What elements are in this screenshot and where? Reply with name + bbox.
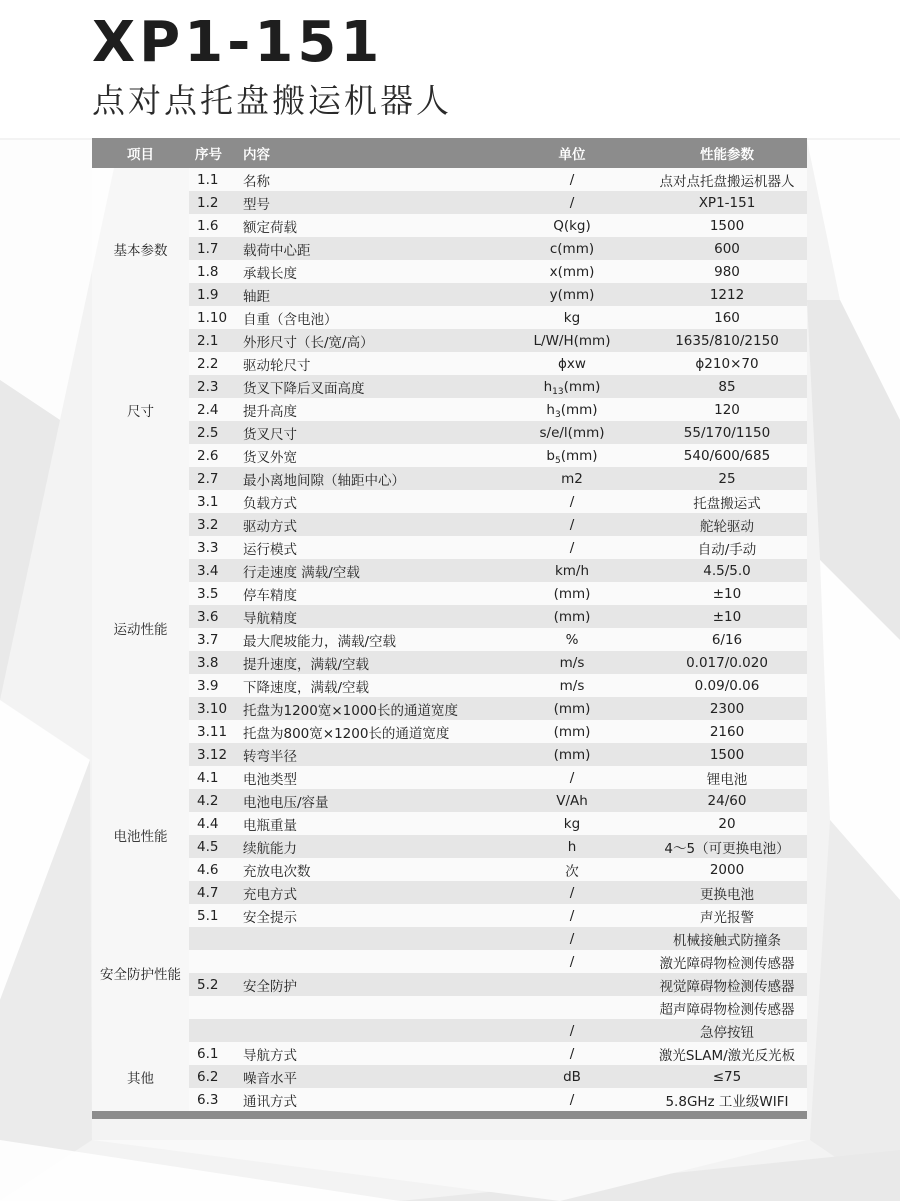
table-row (92, 1088, 807, 1111)
row-unit: / (497, 536, 647, 559)
row-unit: / (497, 950, 647, 973)
row-value: 5.8GHz 工业级WIFI (647, 1088, 807, 1111)
category-cell: 尺寸 (92, 329, 189, 490)
spec-table-body (92, 168, 807, 1111)
row-unit (497, 973, 647, 996)
table-row (92, 375, 807, 398)
row-item: 导航方式 (237, 1042, 497, 1065)
row-number: 3.7 (189, 628, 237, 651)
row-unit: m2 (497, 467, 647, 490)
row-unit (497, 375, 647, 398)
table-row (92, 743, 807, 766)
row-item (237, 996, 497, 1019)
table-row (92, 697, 807, 720)
row-unit: x(mm) (497, 260, 647, 283)
table-row (92, 444, 807, 467)
table-row (92, 237, 807, 260)
row-item: 运行模式 (237, 536, 497, 559)
row-number: 4.6 (189, 858, 237, 881)
row-value: 自动/手动 (647, 536, 807, 559)
table-row (92, 513, 807, 536)
row-unit (497, 444, 647, 467)
table-row (92, 260, 807, 283)
row-value: 点对点托盘搬运机器人 (647, 168, 807, 191)
row-value: 更换电池 (647, 881, 807, 904)
table-row (92, 628, 807, 651)
row-value: 4.5/5.0 (647, 559, 807, 582)
row-value: ±10 (647, 605, 807, 628)
row-unit: / (497, 766, 647, 789)
row-number (189, 996, 237, 1019)
row-value: ϕ210×70 (647, 352, 807, 375)
row-item: 安全防护 (237, 973, 497, 996)
row-number: 2.2 (189, 352, 237, 375)
row-value: ±10 (647, 582, 807, 605)
table-row (92, 835, 807, 858)
row-number (189, 927, 237, 950)
table-row (92, 973, 807, 996)
table-row (92, 214, 807, 237)
row-number: 1.7 (189, 237, 237, 260)
table-row (92, 605, 807, 628)
row-unit: / (497, 513, 647, 536)
row-number: 1.8 (189, 260, 237, 283)
row-item: 托盘为1200宽×1000长的通道宽度 (237, 697, 497, 720)
row-item (237, 950, 497, 973)
row-number: 3.12 (189, 743, 237, 766)
row-unit: / (497, 1019, 647, 1042)
row-unit: (mm) (497, 743, 647, 766)
row-item: 负载方式 (237, 490, 497, 513)
row-number: 3.4 (189, 559, 237, 582)
row-number: 3.3 (189, 536, 237, 559)
row-item: 型号 (237, 191, 497, 214)
table-row (92, 950, 807, 973)
row-item: 最大爬坡能力，满载/空载 (237, 628, 497, 651)
row-value: 25 (647, 467, 807, 490)
header-value: 性能参数 (647, 138, 807, 168)
table-row (92, 329, 807, 352)
row-value: 1635/810/2150 (647, 329, 807, 352)
row-item: 驱动方式 (237, 513, 497, 536)
row-value: 声光报警 (647, 904, 807, 927)
row-number: 6.2 (189, 1065, 237, 1088)
row-number: 4.2 (189, 789, 237, 812)
row-value: 540/600/685 (647, 444, 807, 467)
row-item: 轴距 (237, 283, 497, 306)
row-item: 转弯半径 (237, 743, 497, 766)
header-category: 项目 (92, 138, 189, 168)
row-number: 2.4 (189, 398, 237, 421)
category-cell: 其他 (92, 1042, 189, 1111)
row-number: 1.6 (189, 214, 237, 237)
row-number: 2.1 (189, 329, 237, 352)
page-header (0, 0, 900, 138)
row-value: 600 (647, 237, 807, 260)
table-row (92, 812, 807, 835)
spec-table-container (92, 138, 807, 1119)
row-item: 自重（含电池） (237, 306, 497, 329)
row-item: 电池类型 (237, 766, 497, 789)
spec-table (92, 138, 807, 1111)
row-value: 160 (647, 306, 807, 329)
header-item: 内容 (237, 138, 497, 168)
row-number (189, 1019, 237, 1042)
row-unit: V/Ah (497, 789, 647, 812)
row-unit: / (497, 1042, 647, 1065)
row-value: 85 (647, 375, 807, 398)
table-row (92, 720, 807, 743)
table-row (92, 559, 807, 582)
row-unit: L/W/H(mm) (497, 329, 647, 352)
row-value: 2000 (647, 858, 807, 881)
row-item: 充电方式 (237, 881, 497, 904)
row-item: 电瓶重量 (237, 812, 497, 835)
row-item: 名称 (237, 168, 497, 191)
row-unit (497, 996, 647, 1019)
row-unit: / (497, 490, 647, 513)
table-row (92, 168, 807, 191)
row-item: 外形尺寸（长/宽/高） (237, 329, 497, 352)
row-unit: 次 (497, 858, 647, 881)
product-subtitle: 点对点托盘搬运机器人 (92, 81, 452, 120)
row-unit: h (497, 835, 647, 858)
row-item: 停车精度 (237, 582, 497, 605)
row-unit: kg (497, 306, 647, 329)
row-value: 0.09/0.06 (647, 674, 807, 697)
header-unit: 单位 (497, 138, 647, 168)
row-unit: m/s (497, 674, 647, 697)
table-row (92, 283, 807, 306)
row-number: 3.6 (189, 605, 237, 628)
table-row (92, 858, 807, 881)
row-number: 4.1 (189, 766, 237, 789)
row-unit: c(mm) (497, 237, 647, 260)
row-number: 2.6 (189, 444, 237, 467)
row-item: 货叉下降后叉面高度 (237, 375, 497, 398)
row-unit: y(mm) (497, 283, 647, 306)
row-item: 承载长度 (237, 260, 497, 283)
table-row (92, 1042, 807, 1065)
row-unit: km/h (497, 559, 647, 582)
row-unit: s/e/l(mm) (497, 421, 647, 444)
row-item: 通讯方式 (237, 1088, 497, 1111)
row-value: 激光SLAM/激光反光板 (647, 1042, 807, 1065)
category-cell: 电池性能 (92, 766, 189, 904)
unit-subscript: 5 (555, 455, 561, 466)
row-unit: / (497, 191, 647, 214)
unit-tail: (mm) (560, 401, 598, 418)
row-item: 额定荷载 (237, 214, 497, 237)
unit-symbol: h (546, 401, 555, 418)
row-number: 3.11 (189, 720, 237, 743)
row-item: 续航能力 (237, 835, 497, 858)
unit-symbol: b (546, 447, 555, 464)
row-number: 4.4 (189, 812, 237, 835)
row-number: 6.1 (189, 1042, 237, 1065)
row-number: 4.7 (189, 881, 237, 904)
row-number: 6.3 (189, 1088, 237, 1111)
table-row (92, 766, 807, 789)
row-value: 0.017/0.020 (647, 651, 807, 674)
row-number: 1.1 (189, 168, 237, 191)
table-row (92, 398, 807, 421)
model-title: XP1-151 (92, 10, 384, 75)
row-unit: kg (497, 812, 647, 835)
row-item: 最小离地间隙（轴距中心） (237, 467, 497, 490)
row-unit: Q(kg) (497, 214, 647, 237)
category-cell: 安全防护性能 (92, 904, 189, 1042)
table-row (92, 904, 807, 927)
row-unit: % (497, 628, 647, 651)
row-item: 货叉尺寸 (237, 421, 497, 444)
row-value: 55/170/1150 (647, 421, 807, 444)
row-item: 充放电次数 (237, 858, 497, 881)
row-item: 下降速度，满载/空载 (237, 674, 497, 697)
row-value: 4～5（可更换电池） (647, 835, 807, 858)
row-unit: / (497, 881, 647, 904)
header-no: 序号 (189, 138, 237, 168)
row-unit: ϕxw (497, 352, 647, 375)
row-value: 超声障碍物检测传感器 (647, 996, 807, 1019)
unit-subscript: 13 (552, 386, 564, 397)
row-value: 980 (647, 260, 807, 283)
row-item: 托盘为800宽×1200长的通道宽度 (237, 720, 497, 743)
row-unit: / (497, 927, 647, 950)
row-value: 120 (647, 398, 807, 421)
table-row (92, 490, 807, 513)
unit-symbol: h (543, 378, 553, 395)
row-number: 3.5 (189, 582, 237, 605)
row-unit: m/s (497, 651, 647, 674)
table-row (92, 1065, 807, 1088)
row-unit: (mm) (497, 605, 647, 628)
row-number: 5.1 (189, 904, 237, 927)
row-unit: (mm) (497, 697, 647, 720)
row-value: 舵轮驱动 (647, 513, 807, 536)
row-item (237, 927, 497, 950)
category-cell: 基本参数 (92, 168, 189, 329)
category-cell: 运动性能 (92, 490, 189, 766)
row-number: 5.2 (189, 973, 237, 996)
row-unit: / (497, 168, 647, 191)
row-number: 1.2 (189, 191, 237, 214)
row-item: 提升高度 (237, 398, 497, 421)
table-row (92, 191, 807, 214)
row-number: 1.10 (189, 306, 237, 329)
row-number: 3.2 (189, 513, 237, 536)
row-number: 3.8 (189, 651, 237, 674)
row-value: 2160 (647, 720, 807, 743)
row-item: 提升速度，满载/空载 (237, 651, 497, 674)
table-row (92, 306, 807, 329)
row-unit: / (497, 1088, 647, 1111)
table-row (92, 927, 807, 950)
table-header-row (92, 138, 807, 168)
row-number: 3.10 (189, 697, 237, 720)
table-row (92, 421, 807, 444)
table-row (92, 467, 807, 490)
table-row (92, 352, 807, 375)
row-value: 急停按钮 (647, 1019, 807, 1042)
row-item: 行走速度 满载/空载 (237, 559, 497, 582)
table-row (92, 582, 807, 605)
table-row (92, 881, 807, 904)
row-unit: (mm) (497, 720, 647, 743)
table-row (92, 1019, 807, 1042)
row-item: 安全提示 (237, 904, 497, 927)
row-number: 2.5 (189, 421, 237, 444)
row-value: 锂电池 (647, 766, 807, 789)
row-item: 导航精度 (237, 605, 497, 628)
unit-tail: (mm) (563, 378, 601, 395)
row-value: 机械接触式防撞条 (647, 927, 807, 950)
table-row (92, 536, 807, 559)
row-number: 2.3 (189, 375, 237, 398)
row-number: 2.7 (189, 467, 237, 490)
table-row (92, 996, 807, 1019)
row-value: 1500 (647, 214, 807, 237)
row-value: 托盘搬运式 (647, 490, 807, 513)
table-row (92, 651, 807, 674)
row-number (189, 950, 237, 973)
row-value: 1500 (647, 743, 807, 766)
row-unit: dB (497, 1065, 647, 1088)
row-unit: (mm) (497, 582, 647, 605)
row-value: 视觉障碍物检测传感器 (647, 973, 807, 996)
row-value: XP1-151 (647, 191, 807, 214)
row-value: 24/60 (647, 789, 807, 812)
table-row (92, 789, 807, 812)
row-value: 6/16 (647, 628, 807, 651)
row-unit (497, 398, 647, 421)
row-number: 3.1 (189, 490, 237, 513)
row-item: 电池电压/容量 (237, 789, 497, 812)
table-row (92, 674, 807, 697)
row-unit: / (497, 904, 647, 927)
row-item: 驱动轮尺寸 (237, 352, 497, 375)
row-item (237, 1019, 497, 1042)
row-value: 20 (647, 812, 807, 835)
row-number: 1.9 (189, 283, 237, 306)
unit-tail: (mm) (560, 447, 598, 464)
row-value: 2300 (647, 697, 807, 720)
row-value: 1212 (647, 283, 807, 306)
row-item: 载荷中心距 (237, 237, 497, 260)
row-value: 激光障碍物检测传感器 (647, 950, 807, 973)
row-value: ≤75 (647, 1065, 807, 1088)
row-item: 货叉外宽 (237, 444, 497, 467)
unit-subscript: 3 (554, 409, 561, 420)
row-number: 4.5 (189, 835, 237, 858)
row-number: 3.9 (189, 674, 237, 697)
table-bottom-bar (92, 1111, 807, 1119)
row-item: 噪音水平 (237, 1065, 497, 1088)
